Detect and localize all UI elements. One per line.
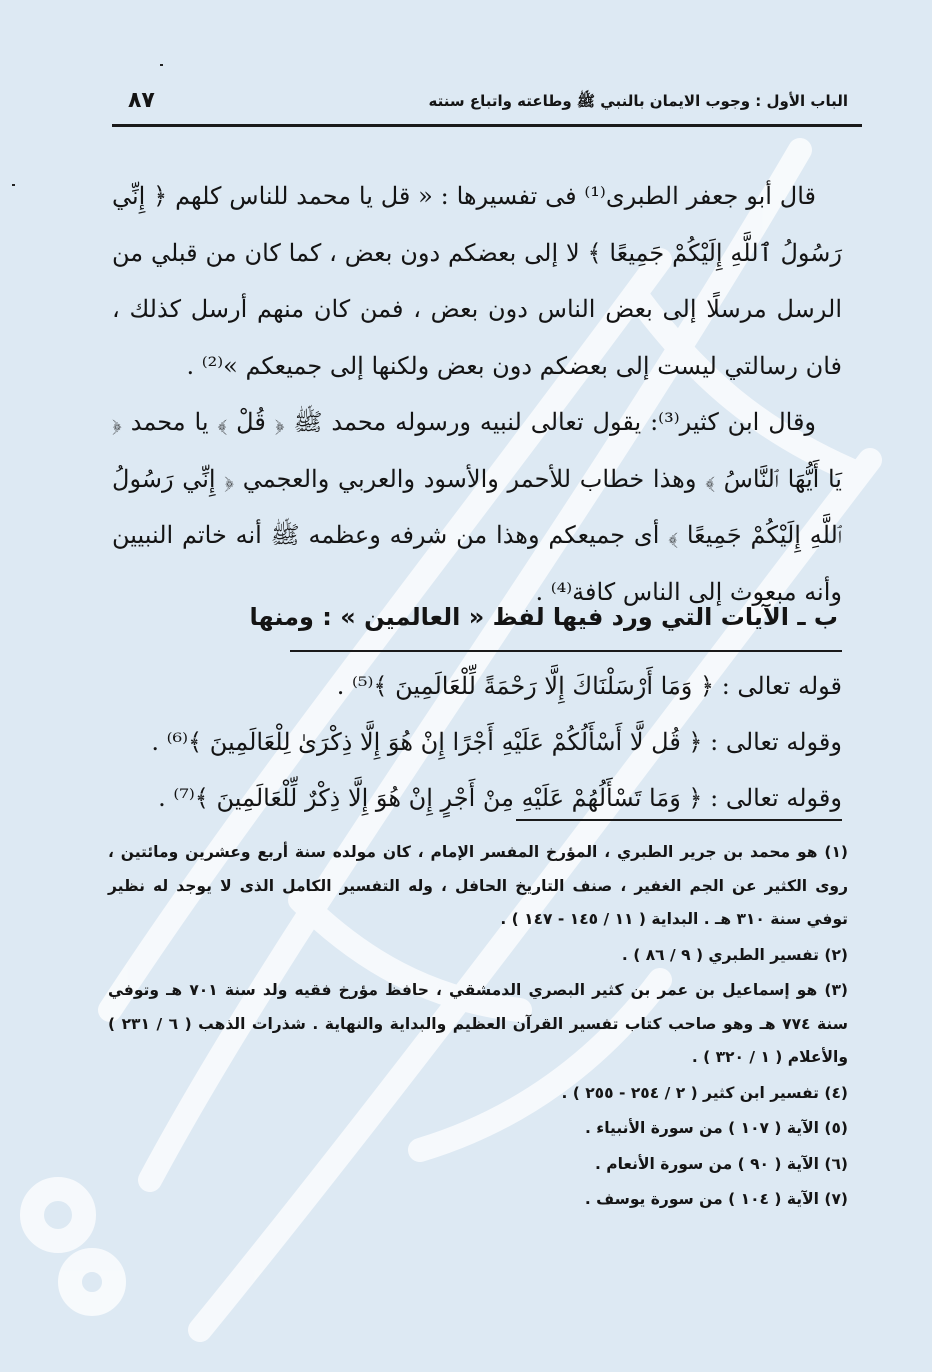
paragraph-ibn-kathir: وقال ابن كثير⁽³⁾: يقول تعالى لنبيه ورسوله محمد ﷺ ﴿ قُلْ ﴾ يا محمد ﴿ يَا أَيُّهَا ٱلنَّاسُ ﴾ وهذا خطاب للأحمر والأسود والعربي والعجمي ﴿ إِنِّي رَسُولُ ٱللَّهِ إِلَيْكُمْ جَمِيعًا ﴾ أى جميعكم وهذا من شرفه وعظمه ﷺ أنه خاتم النبيين وأنه مبعوث إلى الناس كافة⁽⁴⁾ . [112,408,843,606]
stray-mark [160,64,163,66]
section-title: ب ـ الآيات التي ورد فيها لفظ « العالمين » : ومنها [249,603,838,631]
page-number: ٨٧ [128,88,155,113]
verse-list [112,658,842,826]
stray-mark [12,184,15,186]
verse-line: وقوله تعالى : ﴿ قُل لَّا أَسْأَلُكُمْ عَلَيْهِ أَجْرًا إِنْ هُوَ إِلَّا ذِكْرَىٰ لِلْعَالَمِينَ ﴾⁽⁶⁾ . [151,728,842,756]
verse-line: قوله تعالى : ﴿ وَمَا أَرْسَلْنَاكَ إِلَّا رَحْمَةً لِّلْعَالَمِينَ ﴾⁽⁵⁾ . [336,672,842,700]
footnote-divider [516,819,842,821]
footnote: (٧) الآية ( ١٠٤ ) من سورة يوسف . [584,1190,848,1208]
paragraph-tabari: قال أبو جعفر الطبرى⁽¹⁾ فى تفسيرها : « قل يا محمد للناس كلهم ﴿ إِنِّي رَسُولُ ٱللَّهِ إِلَيْكُمْ جَمِيعًا ﴾ لا إلى بعضكم دون بعض ، كما كان من قبلي من الرسل مرسلًا إلى بعض الناس دون بعض ، فمن كان منهم أرسل كذلك ، فان رسالتي ليست إلى بعضكم دون بعض ولكنها إلى جميعكم »⁽²⁾ . [112,182,842,380]
footnote: (٤) تفسير ابن كثير ( ٢ / ٢٥٤ - ٢٥٥ ) . [561,1083,848,1102]
running-head: الباب الأول : وجوب الايمان بالنبي ﷺ وطاعته واتباع سنته [428,92,848,110]
verse-line: وقوله تعالى : ﴿ وَمَا تَسْأَلُهُمْ عَلَيْهِ مِنْ أَجْرٍ إِنْ هُوَ إِلَّا ذِكْرٌ لِّلْعَالَمِينَ ﴾⁽⁷⁾ . [158,784,842,812]
title-underline [290,650,842,652]
footnote: (٢) تفسير الطبري ( ٩ / ٨٦ ) . [621,945,848,964]
body-text [112,168,842,620]
footnote: (١) هو محمد بن جرير الطبري ، المؤرخ المفسر الإمام ، كان مولده سنة أربع وعشرين ومائتين ، روى الكثير عن الجم الغفير ، صنف التاريخ الحافل ، وله التفسير الكامل الذى لا يوجد له نظير توفي سنة ٣١٠ هـ . البداية ( ١١ / ١٤٥ - ١٤٧ ) . [108,843,848,928]
footnotes [108,836,848,1217]
footnote: (٥) الآية ( ١٠٧ ) من سورة الأنبياء . [585,1119,848,1137]
page-header [112,84,862,127]
footnote: (٦) الآية ( ٩٠ ) من سورة الأنعام . [594,1154,848,1173]
footnote: (٣) هو إسماعيل بن عمر بن كثير البصري الدمشقي ، حافظ مؤرخ فقيه ولد سنة ٧٠١ هـ وتوفي سنة ٧٧٤ هـ وهو صاحب كتاب تفسير القرآن العظيم والبداية والنهاية . شذرات الذهب ( ٦ / ٢٣١ ) والأعلام ( ١ / ٣٢٠ ) . [108,981,849,1066]
